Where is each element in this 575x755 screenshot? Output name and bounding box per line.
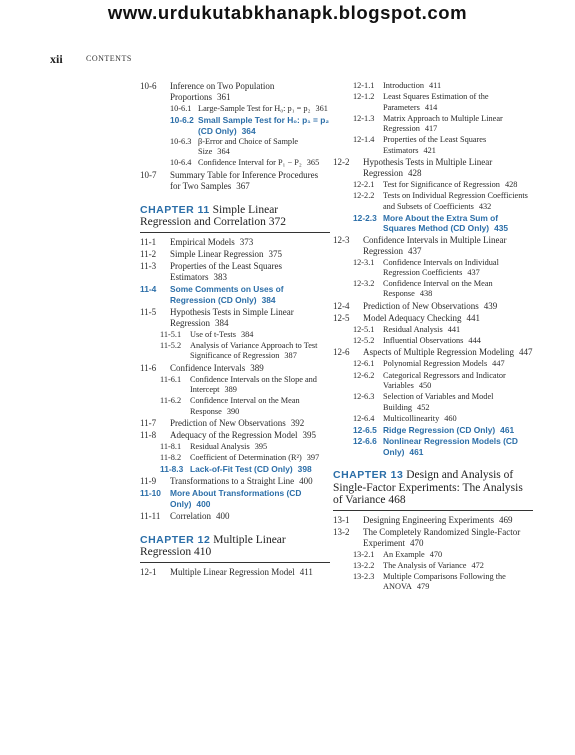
toc-entry-page: 435	[494, 223, 509, 234]
toc-entry-number: 12-4	[333, 300, 350, 311]
toc-entry	[333, 425, 533, 435]
toc-entry-text: Hypothesis Tests in Simple Linear Regression	[170, 306, 294, 328]
toc-entry-text: Confidence Interval on the Mean Response	[383, 279, 493, 299]
toc-entry-title	[363, 515, 533, 526]
toc-entry-text: More About Transformations (CD Only)	[170, 487, 302, 509]
toc-entry-number: 11-5.2	[160, 341, 182, 351]
toc-entry-text: Properties of the Least Squares Estimators	[383, 135, 487, 155]
chapter-title: Design and Analysis of Single-Factor Experiments: The Analysis of Variance	[333, 469, 523, 507]
toc-entry	[140, 284, 330, 306]
toc-entry	[333, 313, 533, 324]
toc-entry	[140, 453, 330, 463]
toc-entry-text: Multicollinearity	[383, 413, 440, 423]
toc-list	[333, 81, 533, 457]
toc-entry-number: 12-1.4	[353, 135, 375, 145]
toc-entry-page: 364	[217, 147, 230, 157]
toc-entry-title	[363, 235, 533, 257]
toc-entry	[140, 261, 330, 283]
toc-entry-number: 13-2.1	[353, 549, 375, 559]
toc-entry-page: 392	[290, 417, 305, 428]
toc-entry-page: 383	[213, 271, 227, 282]
toc-entry-title	[170, 237, 330, 248]
chapter-page: 372	[268, 216, 286, 229]
toc-entry	[140, 488, 330, 510]
toc-entry-title	[363, 527, 533, 549]
toc-entry-number: 12-5.1	[353, 324, 375, 334]
toc-entry	[140, 158, 330, 168]
toc-entry-number: 10-6.4	[170, 158, 192, 168]
toc-entry	[333, 157, 533, 179]
toc-entry-page: 384	[215, 317, 229, 328]
toc-entry-text: More About the Extra Sum of Squares Method (CD Only)	[383, 212, 499, 234]
toc-entry-number: 12-6.4	[353, 413, 375, 423]
toc-entry-title	[170, 307, 330, 329]
chapter-rule	[140, 232, 330, 233]
toc-entry	[140, 464, 330, 474]
toc-entry-text: Multiple Linear Regression Model	[170, 566, 295, 577]
toc-entry-page: 441	[466, 312, 480, 323]
toc-entry-number: 12-1.2	[353, 92, 375, 102]
toc-entry	[333, 258, 533, 279]
toc-entry	[333, 371, 533, 392]
toc-entry-text: Summary Table for Inference Procedures for Two Samples	[170, 169, 319, 191]
toc-entry	[333, 347, 533, 358]
toc-entry-text: Tests on Individual Regression Coefficients and Subsets of Coefficients	[383, 191, 528, 211]
toc-entry-number: 11-8.2	[160, 453, 182, 463]
toc-entry-text: Confidence Intervals in Multiple Linear Regression	[363, 234, 507, 256]
toc-entry-page: 461	[409, 446, 424, 457]
chapter-heading	[140, 204, 330, 233]
toc-entry-title	[383, 191, 533, 212]
toc-entry-text: Confidence Interval for P₁ − P₂	[198, 158, 302, 168]
toc-entry-page: 452	[417, 402, 430, 412]
toc-entry-text: Hypothesis Tests in Multiple Linear Regression	[363, 157, 493, 179]
toc-entry-number: 12-6.1	[353, 359, 375, 369]
toc-entry-title	[383, 336, 533, 346]
toc-entry-title	[170, 567, 330, 578]
toc-entry-text: Selection of Variables and Model Building	[383, 392, 494, 412]
toc-entry-text: Designing Engineering Experiments	[363, 514, 494, 525]
toc-entry-title	[170, 430, 330, 441]
chapter-rule	[333, 510, 533, 511]
toc-entry-title	[170, 488, 330, 510]
toc-entry	[333, 515, 533, 526]
toc-entry-number: 12-6.3	[353, 392, 375, 402]
toc-entry-page: 398	[297, 464, 312, 475]
toc-entry-title	[170, 81, 330, 103]
toc-entry-page: 390	[226, 406, 240, 416]
toc-entry-number: 12-6	[333, 347, 350, 358]
site-url-banner: www.urdukutabkhanapk.blogspot.com	[107, 2, 468, 23]
toc-entry	[140, 442, 330, 452]
toc-entry-title	[383, 258, 533, 279]
toc-entry-title	[170, 249, 330, 260]
toc-entry-page: 428	[408, 168, 422, 179]
toc-entry-number: 12-1	[140, 566, 157, 577]
toc-entry-page: 439	[483, 300, 498, 311]
toc-entry	[333, 325, 533, 335]
toc-entry-title	[190, 453, 330, 463]
toc-entry-number: 12-6.5	[353, 425, 377, 436]
toc-entry-page: 364	[241, 125, 256, 136]
toc-entry-page: 479	[416, 582, 430, 592]
toc-entry-number: 13-1	[333, 514, 350, 525]
chapter-rule	[140, 562, 330, 563]
toc-entry-title	[383, 436, 533, 457]
toc-entry	[333, 572, 533, 593]
toc-entry-title	[383, 572, 533, 593]
toc-entry-text: Multiple Comparisons Following the ANOVA	[383, 572, 506, 592]
toc-entry-page: 441	[447, 324, 461, 334]
toc-entry-text: Confidence Intervals on Individual Regression Coefficients	[383, 257, 499, 277]
toc-list	[140, 81, 330, 192]
toc-entry-text: The Analysis of Variance	[383, 560, 467, 570]
toc-entry-text: Large-Sample Test for H₀: p₁ = p₂	[198, 104, 311, 113]
toc-entry-page: 389	[224, 384, 237, 394]
chapter-title: Simple Linear Regression and Correlation	[140, 203, 279, 229]
chapter-page: 468	[388, 494, 406, 507]
chapter-label: CHAPTER 13	[333, 469, 404, 482]
toc-entry-number: 11-2	[140, 248, 157, 259]
toc-entry-number: 10-6.3	[170, 136, 192, 146]
toc-entry-number: 11-6	[140, 362, 157, 373]
toc-entry-text: Confidence Intervals on the Slope and Intercept	[190, 374, 317, 394]
toc-entry-page: 367	[236, 180, 250, 191]
toc-entry-title	[383, 392, 533, 413]
toc-entry-page: 411	[429, 81, 442, 90]
toc-entry	[140, 104, 330, 114]
toc-entry	[333, 191, 533, 212]
toc-entry-page: 414	[424, 102, 438, 112]
toc-entry	[140, 418, 330, 429]
toc-entry-text: Introduction	[383, 81, 425, 90]
toc-entry-text: Least Squares Estimation of the Parameters	[383, 92, 489, 112]
toc-entry-text: Confidence Intervals	[170, 362, 246, 373]
chapter-label: CHAPTER 12	[140, 533, 211, 546]
toc-entry	[333, 81, 533, 91]
toc-entry-page: 389	[250, 362, 264, 373]
toc-entry-text: Test for Significance of Regression	[383, 180, 500, 190]
toc-entry-number: 13-2	[333, 526, 350, 537]
toc-entry-text: Model Adequacy Checking	[363, 312, 462, 323]
toc-entry-text: Adequacy of the Regression Model	[170, 429, 298, 440]
toc-entry-text: Nonlinear Regression Models (CD Only)	[383, 436, 518, 457]
chapter-label: CHAPTER 11	[140, 203, 210, 216]
toc-entry	[140, 567, 330, 578]
toc-entry	[333, 359, 533, 369]
toc-entry-page: 437	[467, 267, 480, 277]
toc-entry-number: 11-5.1	[160, 329, 182, 339]
toc-entry-page: 400	[216, 510, 230, 521]
toc-entry-page: 373	[239, 236, 254, 247]
toc-entry-number: 12-3.1	[353, 257, 375, 267]
toc-entry	[140, 137, 330, 158]
toc-entry-title	[190, 341, 330, 362]
toc-entry	[140, 476, 330, 487]
toc-entry-title	[198, 115, 330, 136]
toc-entry-title	[170, 284, 330, 306]
toc-entry-page: 361	[217, 92, 231, 102]
chapter-title: Multiple Linear Regression	[140, 533, 286, 559]
toc-entry-number: 12-1.1	[353, 81, 375, 90]
toc-entry-number: 12-2	[333, 157, 350, 168]
toc-entry-number: 10-6	[140, 81, 157, 91]
toc-entry-title	[190, 464, 330, 474]
toc-entry	[140, 307, 330, 329]
toc-entry-number: 12-6.6	[353, 436, 377, 447]
toc-entry	[140, 341, 330, 362]
toc-list	[140, 567, 330, 578]
toc-entry-number: 11-6.1	[160, 374, 182, 384]
toc-entry-text: β-Error and Choice of Sample Size	[198, 136, 299, 157]
toc-entry	[140, 115, 330, 136]
toc-entry-page: 438	[419, 289, 433, 299]
toc-entry-text: The Completely Randomized Single-Factor Experiment	[363, 526, 521, 548]
toc-list	[333, 515, 533, 593]
toc-entry-title	[198, 137, 330, 158]
toc-entry-page: 400	[196, 498, 211, 509]
toc-entry-title	[363, 157, 533, 179]
toc-entry-number: 11-11	[140, 510, 161, 521]
toc-entry-page: 365	[306, 158, 320, 168]
toc-entry-number: 10-6.2	[170, 115, 194, 126]
toc-entry-title	[170, 363, 330, 374]
toc-entry	[333, 527, 533, 549]
toc-entry-title	[383, 561, 533, 571]
toc-entry-title	[383, 213, 533, 234]
toc-entry-page: 447	[492, 359, 505, 369]
toc-entry-number: 11-8.1	[160, 441, 182, 451]
toc-entry-title	[170, 261, 330, 283]
toc-entry-text: Polynomial Regression Models	[383, 359, 488, 369]
toc-entry-text: Categorical Regressors and Indicator Variables	[383, 370, 506, 390]
toc-entry	[333, 392, 533, 413]
toc-entry-number: 12-5.2	[353, 336, 375, 346]
toc-entry-number: 11-4	[140, 283, 157, 294]
toc-entry	[333, 436, 533, 457]
toc-entry-title	[198, 158, 330, 168]
toc-entry-title	[383, 359, 533, 369]
toc-entry-title	[383, 371, 533, 392]
toc-entry-page: 472	[471, 560, 484, 570]
toc-entry-title	[170, 511, 330, 522]
toc-entry-page: 411	[299, 566, 313, 577]
toc-entry-page: 375	[268, 248, 282, 259]
toc-entry-number: 12-3.2	[353, 279, 375, 289]
toc-entry-number: 12-2.2	[353, 191, 375, 201]
toc-entry-title	[383, 81, 533, 91]
toc-entry-title	[363, 301, 533, 312]
toc-entry-number: 11-8.3	[160, 464, 184, 475]
toc-entry	[140, 170, 330, 192]
toc-entry-page: 447	[518, 347, 533, 358]
toc-entry-title	[190, 330, 330, 340]
toc-entry-text: Aspects of Multiple Regression Modeling	[363, 347, 514, 358]
toc-entry-title	[170, 476, 330, 487]
toc-entry-page: 384	[261, 294, 276, 305]
toc-entry-page: 470	[410, 537, 424, 548]
toc-entry-number: 12-1.3	[353, 113, 375, 123]
toc-entry-text: Matrix Approach to Multiple Linear Regression	[383, 113, 503, 134]
toc-entry-page: 421	[423, 145, 436, 155]
toc-entry-title	[383, 425, 533, 435]
toc-entry-number: 11-10	[140, 487, 161, 498]
toc-entry	[333, 235, 533, 257]
chapter-heading	[140, 534, 330, 563]
toc-entry	[140, 81, 330, 103]
toc-entry-title	[383, 325, 533, 335]
toc-entry	[140, 430, 330, 441]
toc-entry-page: 470	[429, 549, 443, 559]
toc-entry-page: 437	[408, 245, 422, 256]
toc-entry-page: 395	[302, 429, 316, 440]
toc-entry	[140, 330, 330, 340]
toc-entry-text: Residual Analysis	[190, 441, 250, 451]
toc-entry-text: Transformations to a Straight Line	[170, 475, 295, 486]
toc-entry	[333, 301, 533, 312]
toc-entry-page: 450	[418, 380, 432, 390]
toc-entry-title	[383, 92, 533, 113]
toc-entry-page: 428	[504, 180, 518, 190]
toc-entry	[333, 135, 533, 156]
toc-entry	[140, 375, 330, 396]
toc-entry-text: Lack-of-Fit Test (CD Only)	[190, 464, 293, 475]
toc-entry-page: 384	[240, 329, 254, 339]
toc-entry-number: 11-1	[140, 236, 157, 247]
toc-entry-text: Properties of the Least Squares Estimators	[170, 260, 282, 282]
toc-entry-page: 417	[424, 124, 438, 134]
toc-entry-page: 387	[284, 351, 297, 361]
toc-entry	[333, 213, 533, 234]
toc-entry-number: 11-8	[140, 429, 157, 440]
toc-entry-number: 10-6.1	[170, 104, 192, 113]
toc-entry-text: Prediction of New Observations	[170, 417, 286, 428]
toc-entry-number: 12-6.2	[353, 370, 375, 380]
toc-entry-title	[363, 347, 533, 358]
toc-entry-title	[363, 313, 533, 324]
toc-entry-title	[170, 418, 330, 429]
toc-entry-number: 12-2.3	[353, 212, 377, 223]
toc-entry-text: Residual Analysis	[383, 324, 443, 334]
toc-entry-page: 400	[299, 475, 313, 486]
toc-entry-text: Prediction of New Observations	[363, 300, 479, 311]
toc-entry-title	[190, 375, 330, 396]
toc-entry-page: 432	[478, 201, 492, 211]
toc-entry-text: Confidence Interval on the Mean Response	[190, 396, 300, 416]
toc-entry-text: Coefficient of Determination (R²)	[190, 453, 302, 463]
toc-entry-title	[383, 135, 533, 156]
toc-entry-page: 469	[498, 514, 513, 525]
toc-entry-page: 460	[444, 413, 457, 423]
toc-entry-page: 395	[254, 441, 268, 451]
toc-entry	[140, 396, 330, 417]
toc-entry	[333, 414, 533, 424]
toc-entry	[333, 561, 533, 571]
toc-entry-page: 444	[468, 336, 481, 346]
toc-entry	[140, 249, 330, 260]
toc-entry-number: 11-3	[140, 260, 157, 271]
toc-entry-title	[170, 170, 330, 192]
chapter-heading	[333, 469, 533, 511]
toc-entry-title	[190, 396, 330, 417]
toc-entry	[333, 114, 533, 135]
toc-entry-number: 11-6.2	[160, 396, 182, 406]
toc-entry-title	[383, 414, 533, 424]
toc-entry-text: Simple Linear Regression	[170, 248, 264, 259]
toc-entry-page: 361	[315, 104, 328, 113]
toc-entry-text: An Example	[383, 549, 425, 559]
toc-entry-title	[383, 550, 533, 560]
toc-entry-number: 13-2.3	[353, 572, 375, 582]
toc-entry-text: Influential Observations	[383, 336, 464, 346]
toc-entry	[140, 237, 330, 248]
toc-entry	[140, 363, 330, 374]
toc-entry	[333, 279, 533, 300]
toc-entry-number: 12-2.1	[353, 180, 375, 190]
toc-entry-number: 11-5	[140, 306, 157, 317]
toc-entry	[333, 336, 533, 346]
toc-entry-number: 10-7	[140, 169, 157, 180]
page-number: xii	[50, 52, 63, 66]
toc-entry-title	[383, 279, 533, 300]
toc-entry-page: 397	[306, 453, 320, 463]
toc-entry-title	[383, 180, 533, 190]
toc-entry	[333, 550, 533, 560]
toc-entry-number: 11-7	[140, 417, 157, 428]
toc-entry	[333, 92, 533, 113]
toc-entry-text: Use of t-Tests	[190, 329, 236, 339]
toc-entry-text: Ridge Regression (CD Only)	[383, 425, 496, 436]
right-column	[333, 81, 533, 594]
toc-entry-number: 13-2.2	[353, 560, 375, 570]
running-header: CONTENTS	[86, 54, 132, 63]
left-column	[140, 81, 330, 579]
toc-entry-page: 461	[500, 425, 515, 436]
toc-entry-text: Small Sample Test for H₀: p₁ = p₂ (CD Only)	[198, 115, 330, 136]
toc-entry-text: Inference on Two Population Proportions	[170, 81, 275, 102]
toc-entry-number: 11-9	[140, 475, 157, 486]
toc-entry	[333, 180, 533, 190]
toc-entry-text: Analysis of Variance Approach to Test Significance of Regression	[190, 341, 318, 361]
toc-entry-title	[198, 104, 330, 114]
toc-entry-number: 12-3	[333, 234, 350, 245]
chapter-page: 410	[193, 546, 212, 559]
toc-entry-title	[190, 442, 330, 452]
toc-entry-text: Correlation	[170, 510, 211, 521]
toc-entry-title	[383, 114, 533, 135]
toc-entry-number: 12-5	[333, 312, 350, 323]
toc-list	[140, 237, 330, 522]
toc-entry-text: Some Comments on Uses of Regression (CD Only)	[170, 283, 284, 305]
toc-entry-text: Empirical Models	[170, 236, 235, 247]
toc-entry	[140, 511, 330, 522]
